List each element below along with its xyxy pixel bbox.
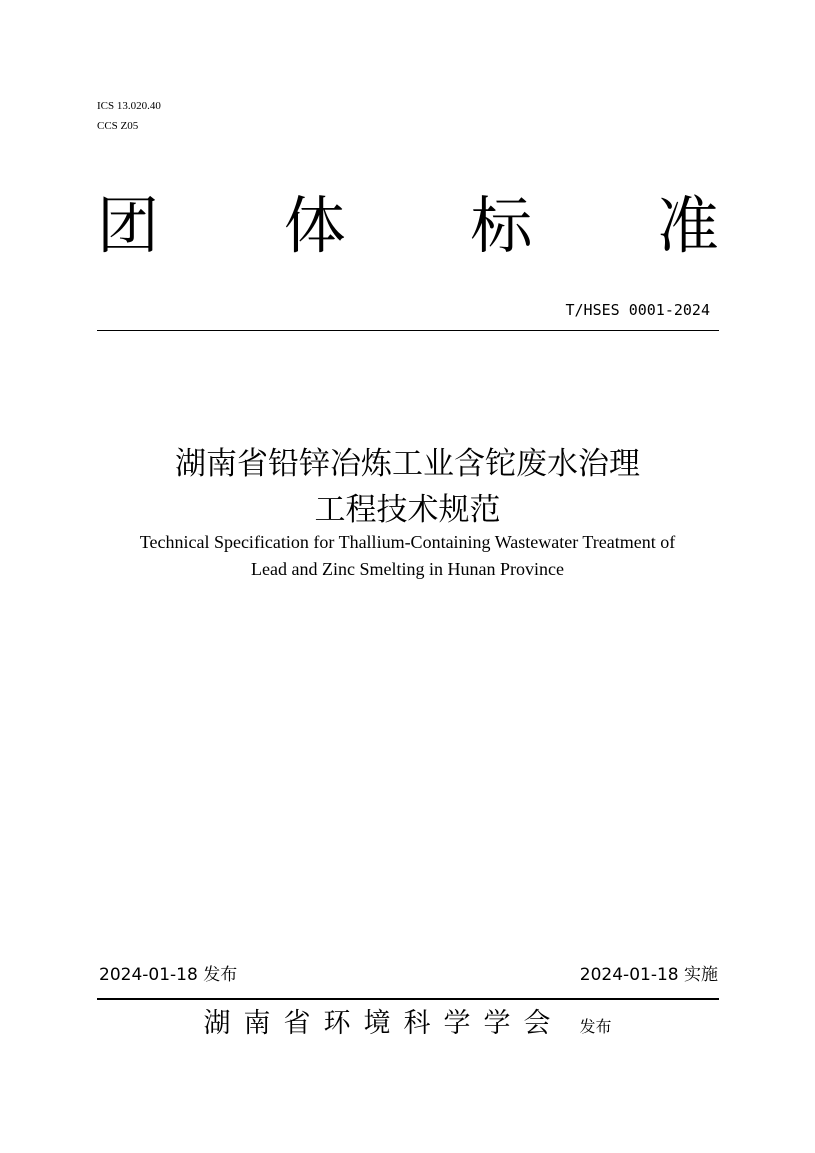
category-char-2: 体: [283, 189, 346, 262]
category-char-4: 准: [656, 189, 719, 262]
ics-code: ICS 13.020.40: [97, 100, 161, 112]
bottom-divider: [97, 998, 719, 1000]
english-title-line-2: Lead and Zinc Smelting in Hunan Province: [251, 559, 564, 579]
category-char-1: 团: [97, 189, 160, 262]
chinese-title-line-1: 湖南省铅锌冶炼工业含铊废水治理: [175, 446, 640, 482]
publisher-line: [0, 1006, 815, 1045]
implementation-date: 2024-01-18 实施: [579, 965, 718, 985]
publisher-action: 发布: [579, 1017, 612, 1036]
category-char-3: 标: [470, 189, 533, 262]
standard-category-title: [97, 186, 719, 266]
classification-codes: [97, 96, 161, 136]
standard-number: T/HSES 0001-2024: [565, 301, 710, 319]
ccs-code: CCS Z05: [97, 120, 139, 132]
publisher-organization: 湖南省环境科学学会: [203, 1008, 564, 1039]
release-date: 2024-01-18 发布: [99, 965, 238, 985]
chinese-title-line-2: 工程技术规范: [314, 492, 501, 528]
top-divider: [97, 330, 719, 331]
english-title-line-1: Technical Specification for Thallium-Containing Wastewater Treatment of: [139, 532, 676, 552]
